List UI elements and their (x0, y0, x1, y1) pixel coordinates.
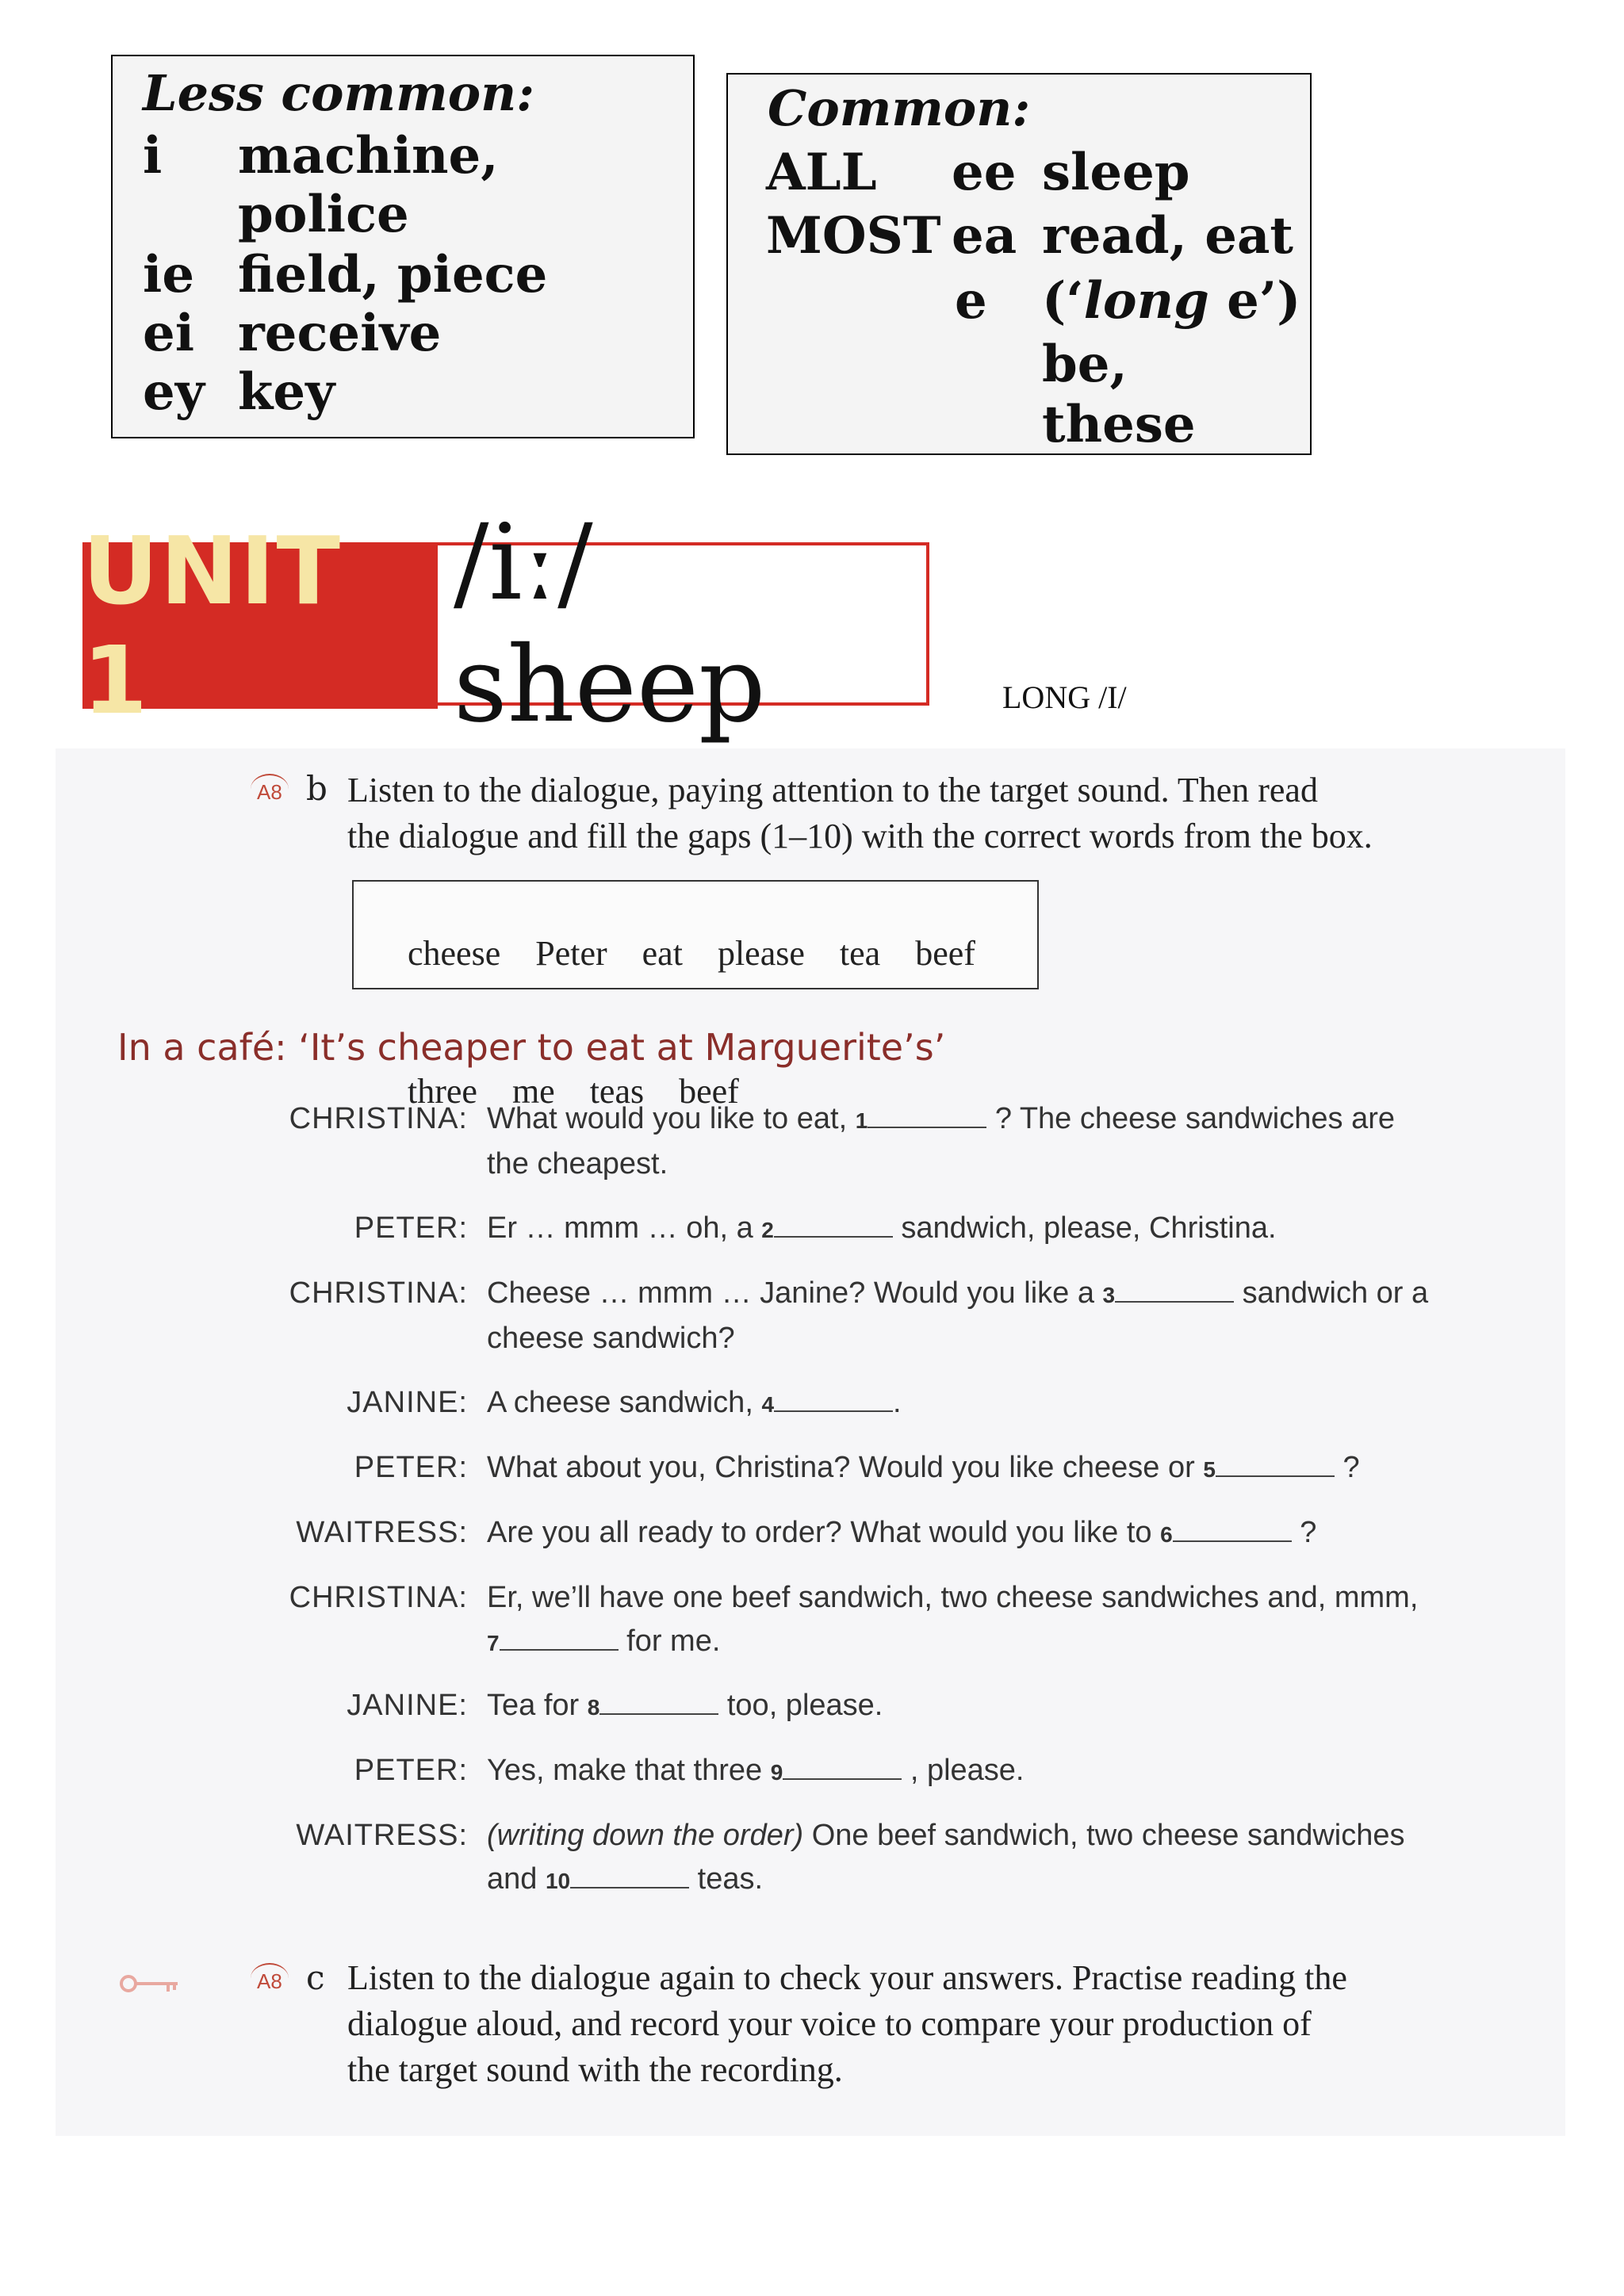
gap-number: 5 (1203, 1457, 1216, 1482)
word-item: eat (642, 934, 683, 973)
speaker-name: CHRISTINA: (289, 1276, 468, 1310)
gap-number: 2 (761, 1218, 774, 1242)
speech-text: What about you, Christina? Would you like cheese or 5 ? (487, 1451, 1360, 1484)
gap-number: 8 (587, 1695, 600, 1720)
word-item: tea (839, 934, 881, 973)
gap-number: 10 (545, 1869, 571, 1893)
speaker-name: JANINE: (347, 1689, 468, 1722)
exercise-c-line-3: the target sound with the recording. (347, 2050, 843, 2089)
examples-i: machine, (238, 126, 499, 186)
word-item: three (408, 1072, 477, 1111)
gap-number: 7 (487, 1631, 500, 1655)
spelling-ie: ie (143, 245, 195, 304)
gap-number: 1 (855, 1108, 868, 1133)
speech-text: Are you all ready to order? What would you like to 6 ? (487, 1516, 1317, 1549)
audio-track-badge-b[interactable]: A8 (251, 774, 289, 805)
speech-text: What would you like to eat, 1 ? The cheese sandwiches are the cheapest. (487, 1102, 1395, 1181)
word-item: beef (679, 1072, 739, 1111)
word-item: cheese (408, 934, 501, 973)
gap-number: 9 (770, 1760, 783, 1785)
speaker-name: PETER: (354, 1211, 468, 1245)
spelling-ey: ey (143, 362, 205, 422)
exercise-b-line-2: the dialogue and fill the gaps (1–10) with the correct words from the box. (347, 817, 1373, 855)
exercise-b-line-1: Listen to the dialogue, paying attention to the target sound. Then read (347, 771, 1318, 809)
answer-gap[interactable] (1216, 1452, 1335, 1477)
speech-text: Cheese … mmm … Janine? Would you like a 3 sandwich or a cheese sandwich? (487, 1276, 1429, 1355)
unit-label: UNIT 1 (82, 516, 342, 735)
freq-most: MOST (766, 206, 941, 266)
dialogue-title: In a café: ‘It’s cheaper to eat at Marguerite’s’ (117, 1026, 946, 1069)
examples-ey: key (238, 362, 335, 422)
speech-text: Er … mmm … oh, a 2 sandwich, please, Christina. (487, 1211, 1277, 1245)
speaker-name: PETER: (354, 1451, 468, 1484)
answer-gap[interactable] (1115, 1277, 1234, 1303)
exercise-c-line-2: dialogue aloud, and record your voice to compare your production of (347, 2004, 1312, 2043)
speaker-name: WAITRESS: (296, 1819, 468, 1852)
gap-number: 3 (1102, 1283, 1116, 1307)
unit-sound-block (438, 502, 929, 746)
answer-gap[interactable] (774, 1387, 893, 1412)
less-common-title: Less common: (143, 64, 535, 122)
exercise-c-line-1: Listen to the dialogue again to check your answers. Practise reading the (347, 1958, 1347, 1997)
spelling-e: e (955, 271, 987, 331)
long-i-caption: LONG /I/ (1002, 679, 1127, 715)
answer-gap[interactable] (1173, 1517, 1292, 1542)
spelling-ea: ea (952, 206, 1017, 266)
common-title: Common: (768, 79, 1031, 137)
answer-gap[interactable] (774, 1212, 893, 1238)
less-common-spelling-box (111, 55, 695, 438)
speech-text: Yes, make that three 9 , please. (487, 1754, 1025, 1787)
speaker-name: CHRISTINA: (289, 1581, 468, 1614)
answer-gap[interactable] (599, 1689, 718, 1715)
spelling-i: i (143, 126, 163, 186)
examples-be: be, (1042, 335, 1128, 394)
word-item: please (717, 934, 805, 973)
speaker-name: WAITRESS: (296, 1516, 468, 1549)
word-item: beef (915, 934, 975, 973)
word-item: teas (589, 1072, 645, 1111)
examples-ea: read, eat (1042, 206, 1293, 266)
speaker-name: CHRISTINA: (289, 1102, 468, 1135)
answer-gap[interactable] (868, 1103, 986, 1128)
unit-label-block (82, 516, 438, 735)
common-spelling-box (726, 73, 1312, 455)
examples-ie: field, piece (238, 245, 548, 304)
word-box-row-1 (373, 885, 1018, 1023)
examples-ee: sleep (1042, 143, 1190, 202)
examples-i-cont: police (238, 185, 409, 244)
spelling-ee: ee (952, 143, 1017, 202)
key-icon (119, 1973, 181, 1995)
unit-sound: /iː/ sheep (454, 502, 766, 746)
speaker-name: JANINE: (347, 1386, 468, 1419)
examples-long-e: (‘long e’) (1042, 271, 1301, 331)
examples-these: these (1042, 395, 1196, 447)
spelling-ei: ei (143, 304, 195, 363)
unit-banner (82, 502, 931, 746)
speech-text: Er, we’ll have one beef sandwich, two cheese sandwiches and, mmm, 7 for me. (487, 1581, 1419, 1658)
answer-gap[interactable] (783, 1755, 902, 1780)
gap-number: 6 (1160, 1522, 1173, 1547)
exercise-c-letter: c (306, 1958, 325, 1997)
exercise-b-letter: b (306, 769, 327, 808)
audio-track-badge-c[interactable]: A8 (251, 1963, 289, 1994)
word-item: Peter (535, 934, 607, 973)
answer-gap[interactable] (500, 1625, 619, 1651)
examples-ei: receive (238, 304, 442, 363)
speaker-name: PETER: (354, 1754, 468, 1787)
speech-text: (writing down the order) One beef sandwich, two cheese sandwiches and 10 teas. (487, 1819, 1405, 1896)
speech-text: A cheese sandwich, 4 . (487, 1386, 902, 1419)
freq-all: ALL (766, 143, 877, 202)
speech-text: Tea for 8 too, please. (487, 1689, 883, 1722)
answer-gap[interactable] (570, 1863, 689, 1888)
word-item: me (511, 1072, 555, 1111)
gap-number: 4 (761, 1392, 775, 1417)
